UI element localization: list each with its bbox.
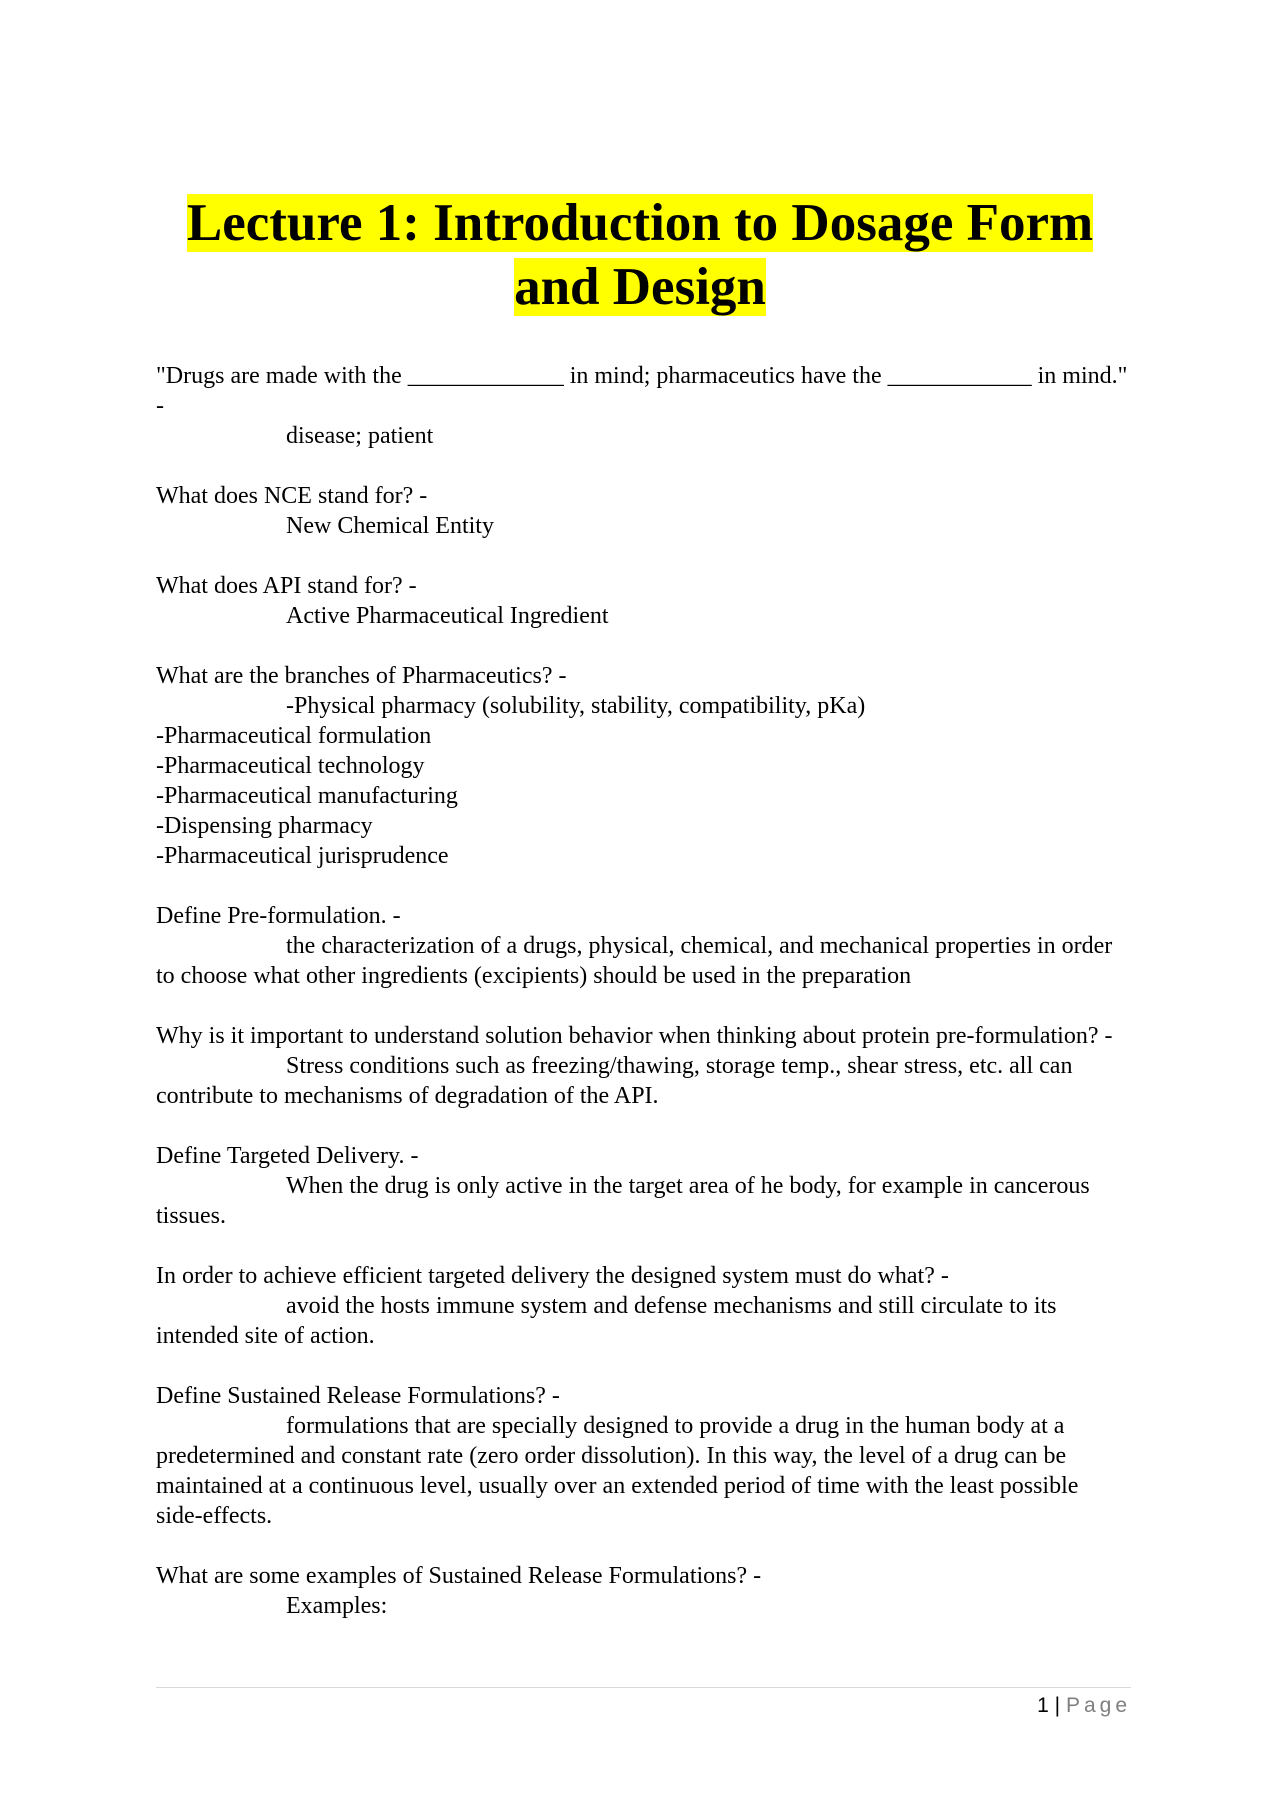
qa-item	[156, 1021, 1131, 1111]
answer-text: Examples:	[286, 1593, 388, 1619]
question-text: Define Targeted Delivery. -	[156, 1143, 419, 1169]
answer-text: formulations that are specially designed to provide a drug in the human body at a predetermined and constant rate (zero order dissolution). In this way, the level of a drug can be maintained at a continuous level, usually over an extended period of time with the least possible side-effects.	[156, 1413, 1079, 1529]
page-label: Page	[1065, 1694, 1131, 1717]
question-text: Define Sustained Release Formulations? -	[156, 1383, 560, 1409]
answer-list-item: -Pharmaceutical manufacturing	[156, 783, 458, 809]
qa-item	[156, 1561, 1131, 1621]
question-text: What are the branches of Pharmaceutics? -	[156, 663, 567, 689]
answer-text: disease; patient	[286, 423, 434, 449]
qa-item	[156, 1381, 1131, 1531]
qa-item	[156, 361, 1131, 451]
footer-divider	[156, 1687, 1131, 1688]
answer-text: avoid the hosts immune system and defense mechanisms and still circulate to its intended site of action.	[156, 1293, 1057, 1349]
qa-item	[156, 481, 1131, 541]
answer-text: Stress conditions such as freezing/thawing, storage temp., shear stress, etc. all can contribute to mechanisms of degradation of the API.	[156, 1053, 1073, 1109]
question-text: What does API stand for? -	[156, 573, 417, 599]
question-text: In order to achieve efficient targeted delivery the designed system must do what? -	[156, 1263, 949, 1289]
question-text: "Drugs are made with the _____________ in mind; pharmaceutics have the ____________ in mind." -	[156, 363, 1128, 419]
answer-text: When the drug is only active in the target area of he body, for example in cancerous tissues.	[156, 1173, 1090, 1229]
answer-text: -Physical pharmacy (solubility, stability, compatibility, pKa)	[286, 693, 866, 719]
question-text: Why is it important to understand solution behavior when thinking about protein pre-formulation? -	[156, 1023, 1113, 1049]
question-text: Define Pre-formulation. -	[156, 903, 401, 929]
qa-item	[156, 1261, 1131, 1351]
footer-separator: |	[1054, 1694, 1061, 1717]
answer-text: the characterization of a drugs, physical, chemical, and mechanical properties in order to choose what other ingredients (excipients) should be used in the preparation	[156, 933, 1113, 989]
qa-item	[156, 661, 1131, 871]
qa-list	[156, 361, 1131, 1651]
answer-list-item: -Pharmaceutical jurisprudence	[156, 843, 449, 869]
question-text: What are some examples of Sustained Release Formulations? -	[156, 1563, 762, 1589]
page-footer	[156, 1691, 1131, 1721]
qa-item	[156, 901, 1131, 991]
page-title	[0, 191, 1280, 319]
answer-list-item: -Pharmaceutical technology	[156, 753, 425, 779]
answer-text: Active Pharmaceutical Ingredient	[286, 603, 609, 629]
title-line-2: and Design	[514, 258, 766, 316]
answer-list-item: -Pharmaceutical formulation	[156, 723, 432, 749]
qa-item	[156, 571, 1131, 631]
answer-list-item: -Dispensing pharmacy	[156, 813, 373, 839]
question-text: What does NCE stand for? -	[156, 483, 428, 509]
page-number: 1	[1037, 1694, 1049, 1717]
qa-item	[156, 1141, 1131, 1231]
answer-text: New Chemical Entity	[286, 513, 494, 539]
title-line-1: Lecture 1: Introduction to Dosage Form	[186, 194, 1094, 252]
